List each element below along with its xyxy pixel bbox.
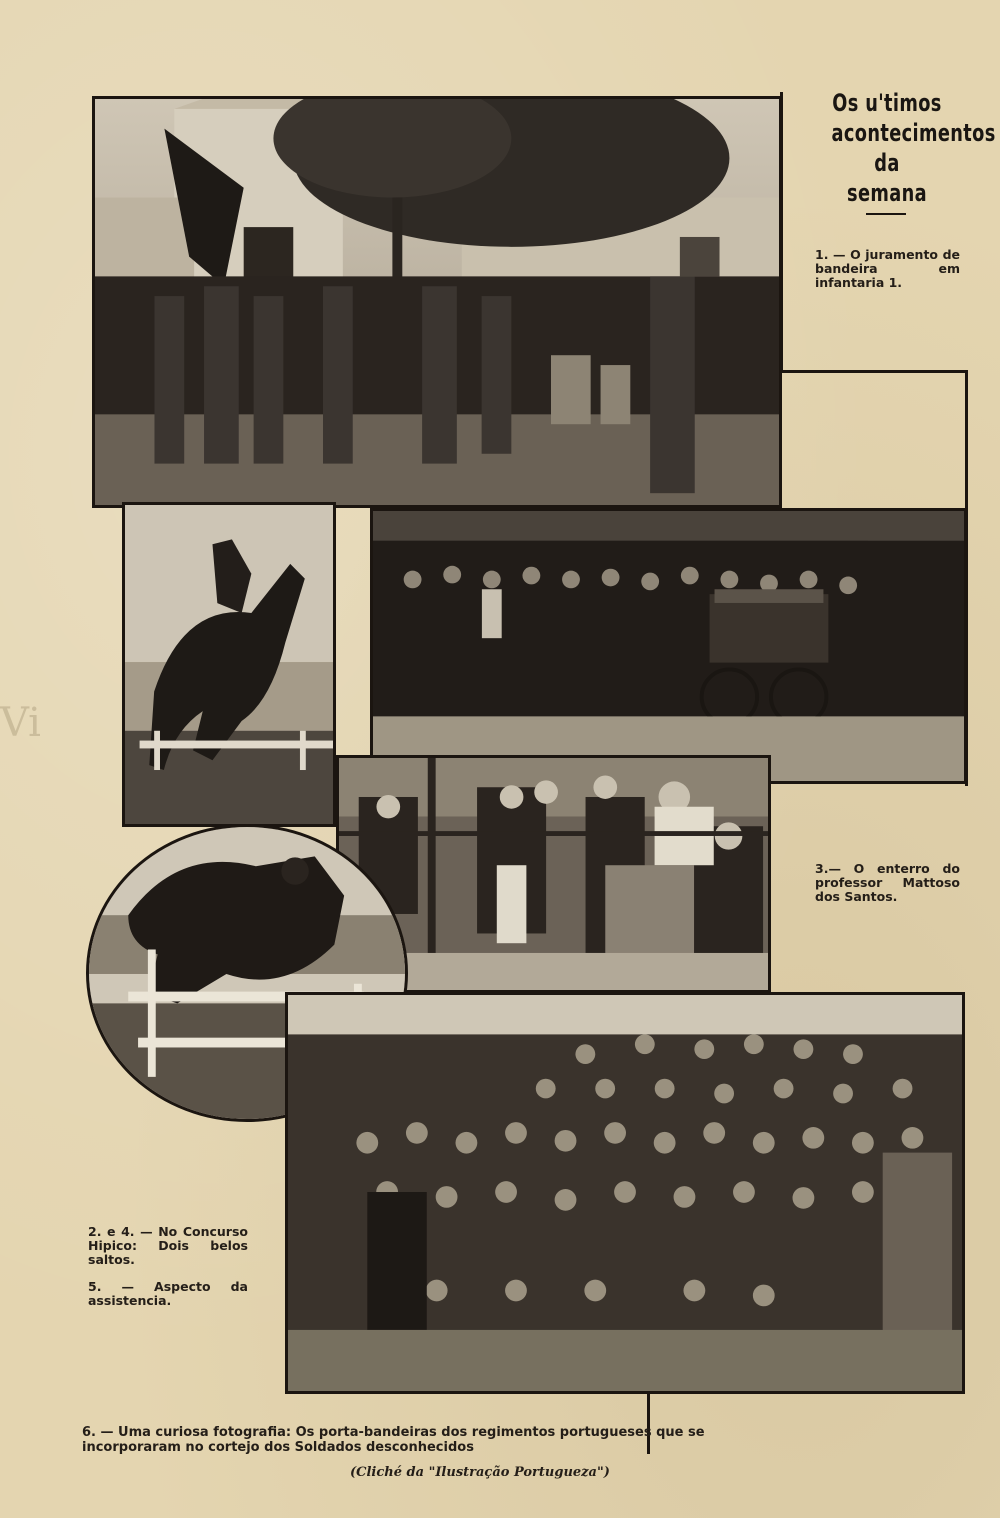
page-title xyxy=(831,88,996,208)
photo-3-funeral xyxy=(370,508,967,784)
photo-2-horse-jump xyxy=(122,502,336,827)
frame-line xyxy=(780,370,968,373)
caption-3: 3.— O enterro do professor Mattoso dos Santos. xyxy=(815,861,960,904)
frame-line xyxy=(780,92,783,372)
caption-5: 5. — Aspecto da assistencia. xyxy=(88,1279,248,1308)
caption-1: 1. — O juramento de bandeira em infantaria 1. xyxy=(815,247,960,290)
caption-6: 6. — Uma curiosa fotografia: Os porta-bandeiras dos regimentos portugueses que se incorporaram no cortejo dos Soldados desconhecidos xyxy=(82,1425,705,1455)
title-rule xyxy=(866,213,906,215)
title-line: Os u'timos xyxy=(832,89,942,117)
title-line: acontecimentos xyxy=(831,119,996,147)
photo-1-flag-oath xyxy=(92,96,782,508)
caption-2-4: 2. e 4. — No Concurso Hipico: Dois belos saltos. xyxy=(88,1224,248,1267)
bleed-text: Vi xyxy=(0,700,41,746)
title-line: da semana xyxy=(847,149,927,207)
photo-6-flag-bearers xyxy=(285,992,965,1394)
photo-credit: (Cliché da "Ilustração Portugueza") xyxy=(350,1465,610,1480)
